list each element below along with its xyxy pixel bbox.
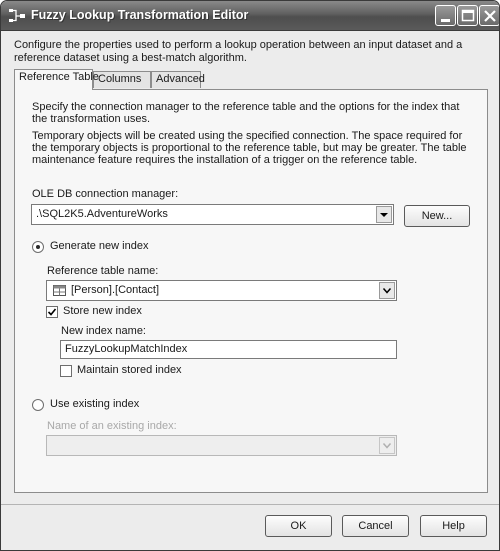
maintain-stored-index-checkbox[interactable] (60, 365, 72, 377)
footer-separator (1, 504, 499, 505)
reference-table-name-label: Reference table name: (47, 265, 159, 277)
use-existing-index-radio[interactable] (32, 399, 44, 411)
tab-columns[interactable]: Columns (93, 71, 151, 88)
window-title: Fuzzy Lookup Transformation Editor (31, 8, 249, 22)
tab-reference-table[interactable]: Reference Table (14, 69, 93, 90)
editor-description: Configure the properties used to perform a lookup operation between an input dataset and a reference dataset using a best-match algorithm. (14, 39, 463, 64)
store-new-index-label[interactable]: Store new index (63, 305, 142, 317)
store-new-index-checkbox[interactable] (46, 306, 58, 318)
ok-button[interactable]: OK (265, 515, 332, 537)
new-index-name-label: New index name: (61, 325, 146, 337)
reference-table-panel (14, 89, 488, 493)
temporary-objects-note: Temporary objects will be created using the specified connection. The space required for the temporary objects is proportional to the reference table, but may be greater. The table maintenance feature requires the installation of a trigger on the reference table. (32, 130, 467, 166)
connection-manager-value: .\SQL2K5.AdventureWorks (36, 208, 168, 220)
table-icon (53, 285, 66, 299)
transformation-icon (8, 8, 26, 24)
connection-manager-label: OLE DB connection manager: (32, 188, 179, 200)
dropdown-arrow-icon[interactable] (379, 282, 395, 299)
generate-new-index-radio[interactable] (32, 241, 44, 253)
new-index-name-value: FuzzyLookupMatchIndex (65, 343, 188, 355)
title-bar[interactable] (1, 1, 499, 31)
maintain-stored-index-label[interactable]: Maintain stored index (77, 364, 182, 376)
dropdown-arrow-icon[interactable] (376, 206, 392, 223)
generate-new-index-label[interactable]: Generate new index (50, 240, 149, 252)
minimize-icon (436, 6, 457, 27)
dropdown-arrow-icon[interactable] (379, 437, 395, 454)
reference-table-value: [Person].[Contact] (71, 284, 160, 296)
checkmark-icon (47, 307, 57, 317)
close-button[interactable] (479, 5, 500, 26)
minimize-button[interactable] (435, 5, 456, 26)
maximize-button[interactable] (457, 5, 478, 26)
cancel-button[interactable]: Cancel (342, 515, 409, 537)
existing-index-name-label: Name of an existing index: (47, 420, 177, 432)
use-existing-index-label[interactable]: Use existing index (50, 398, 140, 410)
new-index-name-input[interactable] (60, 340, 397, 359)
existing-index-dropdown[interactable] (46, 435, 397, 456)
reference-table-dropdown[interactable] (46, 280, 397, 301)
new-connection-button[interactable]: New... (404, 205, 470, 227)
help-button[interactable]: Help (420, 515, 487, 537)
close-icon (480, 6, 500, 27)
radio-selected-dot (36, 245, 40, 249)
connection-manager-dropdown[interactable] (31, 204, 394, 225)
intro-text: Specify the connection manager to the reference table and the options for the index that the transformation uses. (32, 101, 460, 125)
tab-advanced[interactable]: Advanced (151, 71, 201, 88)
maximize-icon (458, 6, 479, 27)
